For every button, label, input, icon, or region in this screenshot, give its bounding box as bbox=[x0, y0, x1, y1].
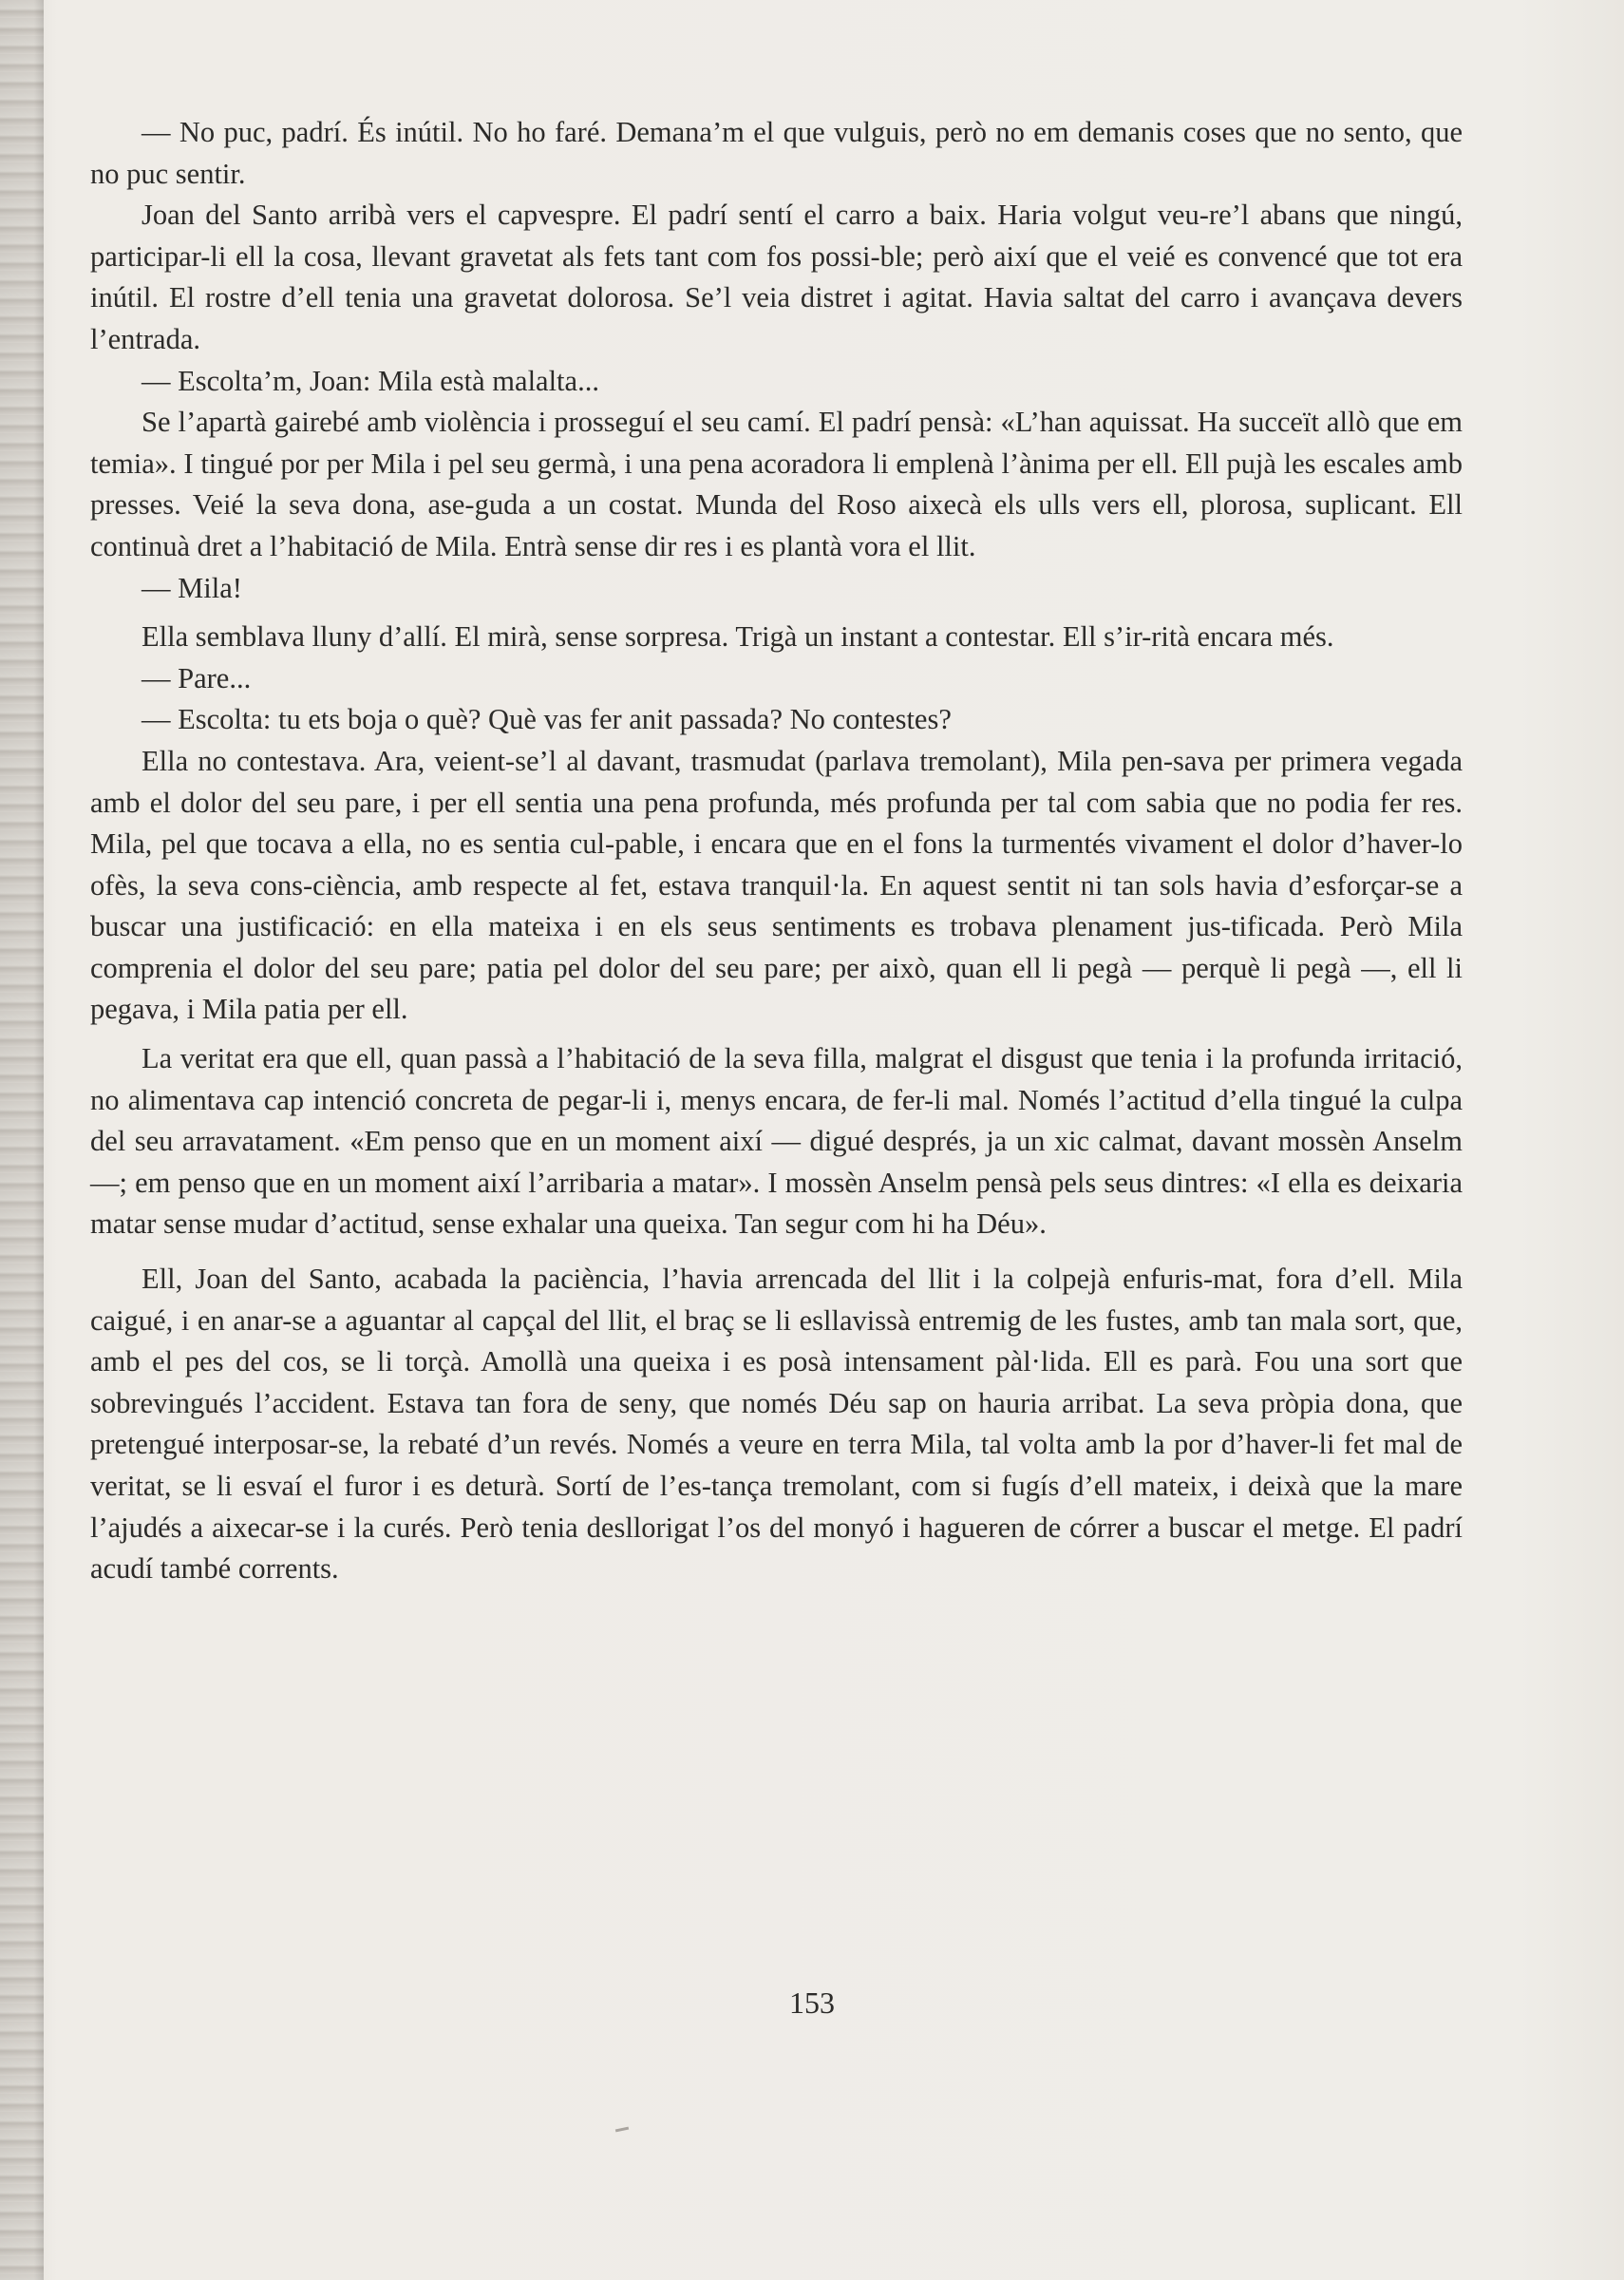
paragraph-7: — Pare... bbox=[142, 661, 252, 694]
paragraph-5: — Mila! bbox=[142, 571, 242, 604]
paragraph-2: Joan del Santo arribà vers el capvespre. El padrí sentí el carro a baix. Haria volgut veu-re’l abans que ningú, participar-li ell la cosa, llevant gravetat als fets tant com fos possi-ble; però així que el veié es convencé que tot era inútil. El rostre d’ell tenia una gravetat dolorosa. Se’l veia distret i agitat. Havia saltat del carro i avançava devers l’entrada. bbox=[90, 199, 1463, 355]
paragraph-3: — Escolta’m, Joan: Mila està malalta... bbox=[142, 364, 599, 397]
paper-speck bbox=[615, 2127, 629, 2133]
book-binding-edge bbox=[0, 0, 44, 2280]
paragraph-4: Se l’apartà gairebé amb violència i prosseguí el seu camí. El padrí pensà: «L’han aquissat. Ha succeït allò que em temia». I tingué por per Mila i pel seu germà, i una pena acoradora li emplenà l’ànima per ell. Ell pujà les escales amb presses. Veié la seva dona, ase-guda a un costat. Munda del Roso aixecà els ulls vers ell, plorosa, suplicant. Ell continuà dret a l’habitació de Mila. Entrà sense dir res i es plantà vora el llit. bbox=[90, 406, 1463, 562]
page-number: 153 bbox=[789, 1986, 835, 2020]
paragraph-8: — Escolta: tu ets boja o què? Què vas fer anit passada? No contestes? bbox=[142, 703, 952, 736]
body-text bbox=[90, 112, 1463, 1590]
paragraph-11: Ell, Joan del Santo, acabada la paciència, l’havia arrencada del llit i la colpejà enfuris-mat, fora d’ell. Mila caigué, i en anar-se a aguantar al capçal del llit, el braç se li esllavissà entremig de les fustes, amb tan mala sort, que, amb el pes del cos, se li torçà. Amollà una queixa i es posà intensament pàl·lida. Ell es parà. Fou una sort que sobrevingués l’accident. Estava tan fora de seny, que només Déu sap on hauria arribat. La seva pròpia dona, que pretengué interposar-se, la rebaté d’un revés. Només a veure en terra Mila, tal volta amb la por d’haver-li fet mal de veritat, se li esvaí el furor i es deturà. Sortí de l’es-tança tremolant, com si fugís d’ell mateix, i deixà que la mare l’ajudés a aixecar-se i la curés. Però tenia desllorigat l’os del monyó i hagueren de córrer a buscar el metge. El padrí acudí també corrents. bbox=[90, 1263, 1463, 1586]
paragraph-1: — No puc, padrí. És inútil. No ho faré. Demana’m el que vulguis, però no em demanis coses que no sento, que no puc sentir. bbox=[90, 116, 1463, 190]
paragraph-10: La veritat era que ell, quan passà a l’habitació de la seva filla, malgrat el disgust que tenia i la profunda irritació, no alimentava cap intenció concreta de pegar-li i, menys encara, de fer-li mal. Només l’actitud d’ella tingué la culpa del seu arravatament. «Em penso que en un moment així — digué després, ja un xic calmat, davant mossèn Anselm —; em penso que en un moment així l’arribaria a matar». I mossèn Anselm pensà pels seus dintres: «I ella es deixaria matar sense mudar d’actitud, sense exhalar una queixa. Tan segur com hi ha Déu». bbox=[90, 1042, 1463, 1241]
paragraph-6: Ella semblava lluny d’allí. El mirà, sense sorpresa. Trigà un instant a contestar. Ell s’ir-rità encara més. bbox=[142, 620, 1334, 654]
paragraph-9: Ella no contestava. Ara, veient-se’l al davant, trasmudat (parlava tremolant), Mila pen-sava per primera vegada amb el dolor del seu pare, i per ell sentia una pena profunda, més profunda per tal com sabia que no podia fer res. Mila, pel que tocava a ella, no es sentia cul-pable, i encara que en el fons la turmentés vivament el dolor d’haver-lo ofès, la seva cons-ciència, amb respecte al fet, estava tranquil·la. En aquest sentit ni tan sols havia d’esforçar-se a buscar una justificació: en ella mateixa i en els seus sentiments es trobava plenament jus-tificada. Però Mila comprenia el dolor del seu pare; patia pel dolor del seu pare; per això, quan ell li pegà — perquè li pegà —, ell li pegava, i Mila patia per ell. bbox=[90, 744, 1463, 1026]
